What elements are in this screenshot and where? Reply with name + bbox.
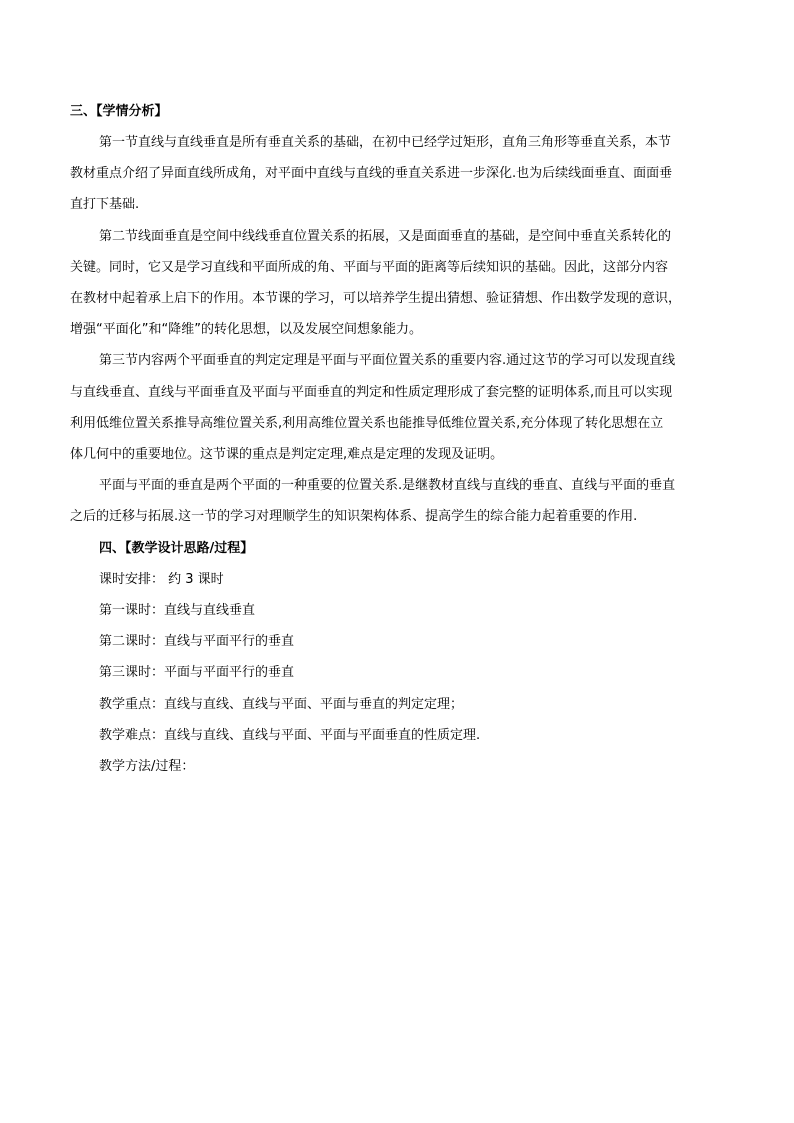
paragraph-3-line-2: 与直线垂直、直线与平面垂直及平面与平面垂直的判定和性质定理形成了套完整的证明体系,而且可以实现 [70, 385, 673, 400]
paragraph-3-line-3: 利用低维位置关系推导高维位置关系,利用高维位置关系也能推导低维位置关系,充分体现了转化思想在立 [70, 416, 664, 431]
paragraph-4-line-1: 平面与平面的垂直是两个平面的一种重要的位置关系.是继教材直线与直线的垂直、直线与平面的垂直 [99, 478, 676, 493]
key-points-line: 教学重点：直线与直线、直线与平面、平面与垂直的判定定理； [99, 697, 464, 712]
paragraph-2-line-3: 在教材中起着承上启下的作用。本节课的学习，可以培养学生提出猜想、验证猜想、作出数学发现的意识， [70, 291, 682, 306]
paragraph-4-line-2: 之后的迁移与拓展.这一节的学习对理顺学生的知识架构体系、提高学生的综合能力起着重要的作用. [70, 509, 638, 524]
paragraph-3-line-4: 体几何中的重要地位。这节课的重点是判定定理,难点是定理的发现及证明。 [70, 447, 504, 462]
paragraph-3-line-1: 第三节内容两个平面垂直的判定定理是平面与平面位置关系的重要内容.通过这节的学习可以发现直线 [99, 353, 676, 368]
paragraph-2-line-1: 第二节线面垂直是空间中线线垂直位置关系的拓展，又是面面垂直的基础，是空间中垂直关系转化的 [99, 229, 672, 244]
section-3-heading: 三、【学情分析】 [70, 104, 168, 119]
paragraph-2-line-4: 增强“平面化”和“降维”的转化思想，以及发展空间想象能力。 [70, 322, 422, 337]
paragraph-1-line-1: 第一节直线与直线垂直是所有垂直关系的基础，在初中已经学过矩形，直角三角形等垂直关系，本节 [99, 135, 672, 150]
schedule-line: 课时安排： 约 3 课时 [99, 572, 224, 587]
section-4-heading: 四、【教学设计思路/过程】 [99, 541, 254, 556]
difficult-points-line: 教学难点：直线与直线、直线与平面、平面与平面垂直的性质定理. [99, 728, 481, 743]
methods-line: 教学方法/过程： [99, 759, 195, 774]
lesson-2-line: 第二课时：直线与平面平行的垂直 [99, 634, 295, 649]
paragraph-1-line-2: 教材重点介绍了异面直线所成角，对平面中直线与直线的垂直关系进一步深化.也为后续线面垂直、面面垂 [70, 166, 673, 181]
lesson-1-line: 第一课时：直线与直线垂直 [99, 603, 256, 618]
lesson-3-line: 第三课时：平面与平面平行的垂直 [99, 665, 295, 680]
paragraph-1-line-3: 直打下基础. [70, 197, 140, 212]
paragraph-2-line-2: 关键。同时，它又是学习直线和平面所成的角、平面与平面的距离等后续知识的基础。因此，这部分内容 [70, 260, 669, 275]
